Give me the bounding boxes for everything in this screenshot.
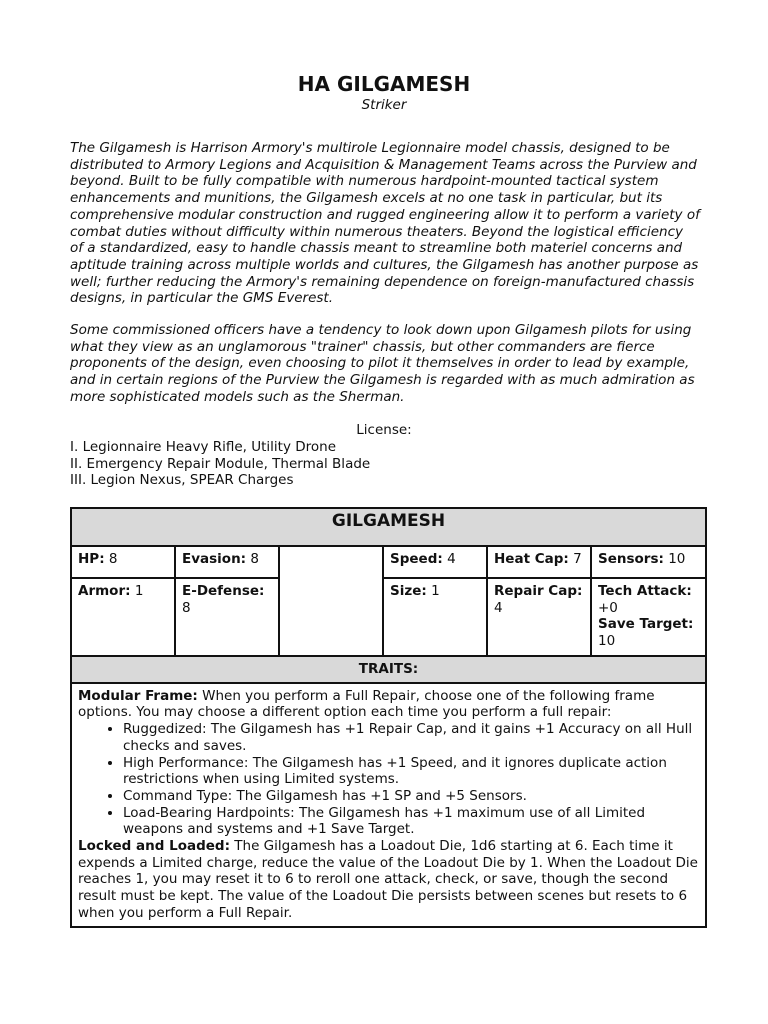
empty-stat-cell xyxy=(279,546,383,656)
license-rank-1: I. Legionnaire Heavy Rifle, Utility Drone xyxy=(70,439,337,455)
stat-repair-cap: Repair Cap: 4 xyxy=(487,578,591,656)
modular-frame-options xyxy=(78,721,699,838)
list-item: • High Performance: The Gilgamesh has +1 Speed, and it ignores duplicate action restrictions when using Limited systems. xyxy=(123,755,699,788)
traits-body xyxy=(71,683,706,927)
stat-sensors: Sensors: 10 xyxy=(591,546,706,578)
frame-stat-table xyxy=(70,507,707,928)
trait-modular-frame: Modular Frame: When you perform a Full Repair, choose one of the following frame options. You may choose a different option each time you perform a full repair: xyxy=(78,687,655,721)
stat-tech-attack-save-target: Tech Attack: +0 Save Target: 10 xyxy=(591,578,706,656)
stat-hp: HP: 8 xyxy=(71,546,175,578)
page-title: HA GILGAMESH xyxy=(297,72,471,96)
page-subtitle: Striker xyxy=(361,97,407,113)
stat-heat-cap: Heat Cap: 7 xyxy=(487,546,591,578)
stat-armor: Armor: 1 xyxy=(71,578,175,656)
frame-name: GILGAMESH xyxy=(71,508,706,546)
license-rank-3: III. Legion Nexus, SPEAR Charges xyxy=(70,472,294,489)
list-item: • Load-Bearing Hardpoints: The Gilgamesh has +1 maximum use of all Limited weapons and systems and +1 Save Target. xyxy=(123,805,699,838)
license-list xyxy=(70,439,370,489)
stat-speed: Speed: 4 xyxy=(383,546,487,578)
stat-size: Size: 1 xyxy=(383,578,487,656)
license-label: License: xyxy=(356,422,412,438)
list-item: • Ruggedized: The Gilgamesh has +1 Repair Cap, and it gains +1 Accuracy on all Hull checks and saves. xyxy=(123,721,699,754)
license-rank-2: II. Emergency Repair Module, Thermal Blade xyxy=(70,455,371,472)
stat-evasion: Evasion: 8 xyxy=(175,546,279,578)
trait-locked-and-loaded: Locked and Loaded: The Gilgamesh has a Loadout Die, 1d6 starting at 6. Each time it expends a Limited charge, reduce the value of the Loadout Die by 1. When the Loadout Die reaches 1, you may reset it to 6 to reroll one attack, check, or save, though the second result must be kept. The value of the Loadout Die persists between scenes but resets to 6 when you perform a Full Repair. xyxy=(78,838,698,921)
traits-header: TRAITS: xyxy=(71,656,706,683)
description-paragraph: Some commissioned officers have a tendency to look down upon Gilgamesh pilots for using what they view as an unglamorous "trainer" chassis, but other commanders are fierce proponents of the design, even choosing to pilot it themselves in order to lead by example, and in certain regions of the Purview the Gilgamesh is regarded with as much admiration as more sophisticated models such as the Sherman. xyxy=(70,322,695,405)
stat-e-defense: E-Defense: 8 xyxy=(175,578,279,656)
list-item: • Command Type: The Gilgamesh has +1 SP and +5 Sensors. xyxy=(123,788,699,805)
description-paragraph: The Gilgamesh is Harrison Armory's multirole Legionnaire model chassis, designed to be distributed to Armory Legions and Acquisition & Management Teams across the Purview and beyond. Built to be fully compatible with numerous hardpoint-mounted tactical system enhancements and munitions, the Gilgamesh excels at no one task in particular, but its comprehensive modular construction and rugged engineering allow it to perform a variety of combat duties without difficulty within numerous theaters. Beyond the logistical efficiency of a standardized, easy to handle chassis meant to streamline both materiel concerns and aptitude training across multiple worlds and cultures, the Gilgamesh has another purpose as well; further reducing the Armory's remaining dependence on foreign-manufactured chassis designs, in particular the GMS Everest. xyxy=(70,140,700,307)
